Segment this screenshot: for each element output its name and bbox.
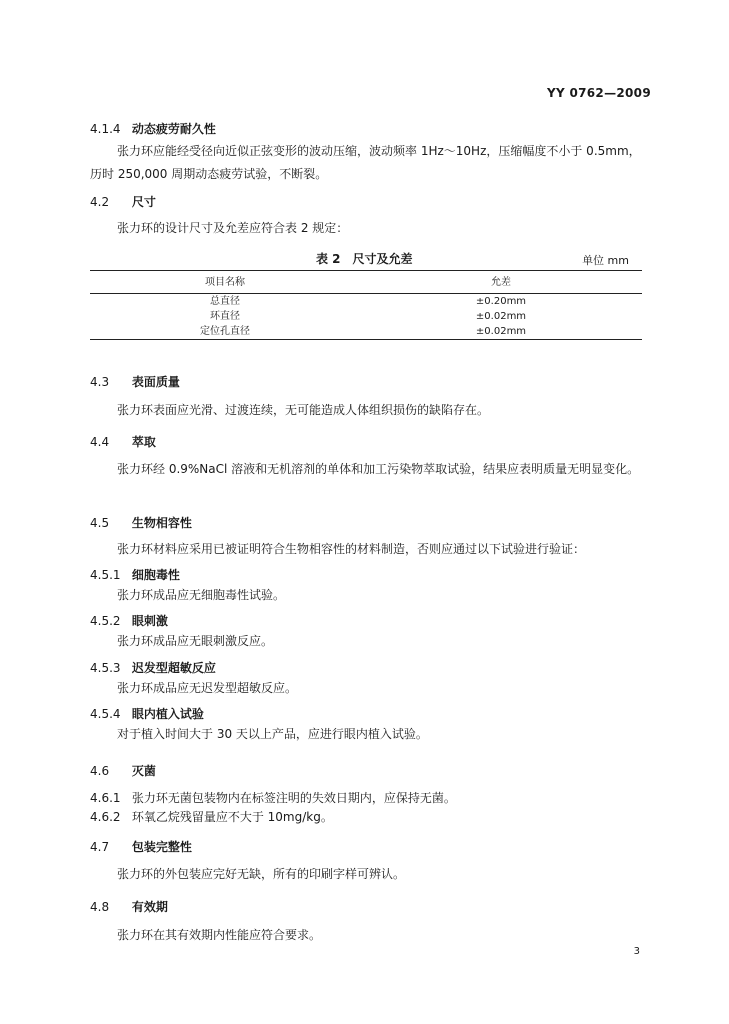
section-number: 4.1.4 (90, 122, 121, 136)
section-4-4-text: 张力环经 0.9%NaCl 溶液和无机溶剂的单体和加工污染物萃取试验，结果应表明质量无明显变化。 (117, 462, 640, 476)
section-text: 环氧乙烷残留量应不大于 10mg/kg。 (131, 810, 333, 824)
section-text: 张力环无菌包装物内在标签注明的失效日期内，应保持无菌。 (131, 791, 456, 805)
column-header-item: 项目名称 (90, 271, 360, 294)
table-row (90, 309, 642, 324)
section-4-5-heading (90, 514, 192, 531)
section-number: 4.5.3 (90, 661, 121, 675)
section-4-7-heading (90, 838, 192, 855)
section-4-8-heading (90, 898, 168, 915)
section-title: 迟发型超敏反应 (131, 661, 216, 675)
section-number: 4.6 (90, 764, 110, 778)
section-number: 4.6.1 (90, 791, 121, 805)
dimension-table (90, 270, 642, 340)
section-4-3-heading (90, 373, 180, 390)
section-4-5-2-heading (90, 612, 168, 629)
section-title: 萃取 (131, 435, 156, 449)
section-4-5-3-heading (90, 659, 216, 676)
table-cell-item: 定位孔直径 (90, 324, 360, 340)
section-4-2-heading (90, 193, 156, 210)
section-title: 动态疲劳耐久性 (131, 122, 216, 136)
section-number: 4.7 (90, 840, 110, 854)
section-4-2-text: 张力环的设计尺寸及允差应符合表 2 规定： (117, 221, 349, 235)
section-4-5-3-text: 张力环成品应无迟发型超敏反应。 (117, 681, 298, 695)
section-4-6-2 (90, 808, 333, 825)
section-number: 4.5.1 (90, 568, 121, 582)
section-4-6-1 (90, 789, 456, 806)
section-4-8-text: 张力环在其有效期内性能应符合要求。 (117, 928, 322, 942)
section-4-4-heading (90, 433, 156, 450)
table-cell-tolerance: ±0.20mm (475, 296, 527, 307)
column-header-tolerance: 允差 (360, 271, 642, 294)
section-4-5-4-heading (90, 705, 204, 722)
section-title: 尺寸 (131, 195, 156, 209)
table-cell-tolerance: ±0.02mm (475, 311, 527, 322)
section-number: 4.5 (90, 516, 110, 530)
section-number: 4.4 (90, 435, 110, 449)
section-number: 4.8 (90, 900, 110, 914)
section-4-5-4-text: 对于植入时间大于 30 天以上产品，应进行眼内植入试验。 (117, 727, 428, 741)
section-title: 包装完整性 (131, 840, 192, 854)
table-unit: 单位 mm (582, 254, 629, 267)
table-cell-item: 总直径 (210, 296, 240, 307)
section-4-7-text: 张力环的外包装应完好无缺，所有的印刷字样可辨认。 (117, 867, 406, 881)
table-caption: 表 2 尺寸及允差 (316, 252, 413, 266)
section-4-1-4-text: 张力环应能经受径向近似正弦变形的波动压缩，波动频率 1Hz～10Hz，压缩幅度不小于 0.5mm，历时 250,000 周期动态疲劳试验，不断裂。 (90, 144, 641, 181)
section-4-5-1-heading (90, 566, 180, 583)
section-4-1-4-heading (90, 120, 216, 137)
section-number: 4.3 (90, 375, 110, 389)
page-number: 3 (633, 946, 640, 957)
section-number: 4.5.2 (90, 614, 121, 628)
section-title: 生物相容性 (131, 516, 192, 530)
section-title: 眼内植入试验 (131, 707, 204, 721)
table-cell-item: 环直径 (210, 311, 240, 322)
section-title: 表面质量 (131, 375, 180, 389)
standard-number: YY 0762—2009 (547, 86, 651, 100)
section-title: 细胞毒性 (131, 568, 180, 582)
table-header-row (90, 271, 642, 294)
table-cell-tolerance: ±0.02mm (360, 324, 642, 340)
section-title: 灭菌 (131, 764, 156, 778)
section-title: 眼刺激 (131, 614, 168, 628)
section-4-6-heading (90, 762, 156, 779)
section-number: 4.6.2 (90, 810, 121, 824)
table-row (90, 294, 642, 310)
section-4-5-2-text: 张力环成品应无眼刺激反应。 (117, 634, 274, 648)
section-number: 4.2 (90, 195, 110, 209)
section-4-5-1-text: 张力环成品应无细胞毒性试验。 (117, 588, 286, 602)
section-title: 有效期 (131, 900, 168, 914)
section-4-5-text: 张力环材料应采用已被证明符合生物相容性的材料制造，否则应通过以下试验进行验证： (117, 542, 586, 556)
section-number: 4.5.4 (90, 707, 121, 721)
table-row (90, 324, 642, 340)
section-4-3-text: 张力环表面应光滑、过渡连续，无可能造成人体组织损伤的缺陷存在。 (117, 403, 490, 417)
